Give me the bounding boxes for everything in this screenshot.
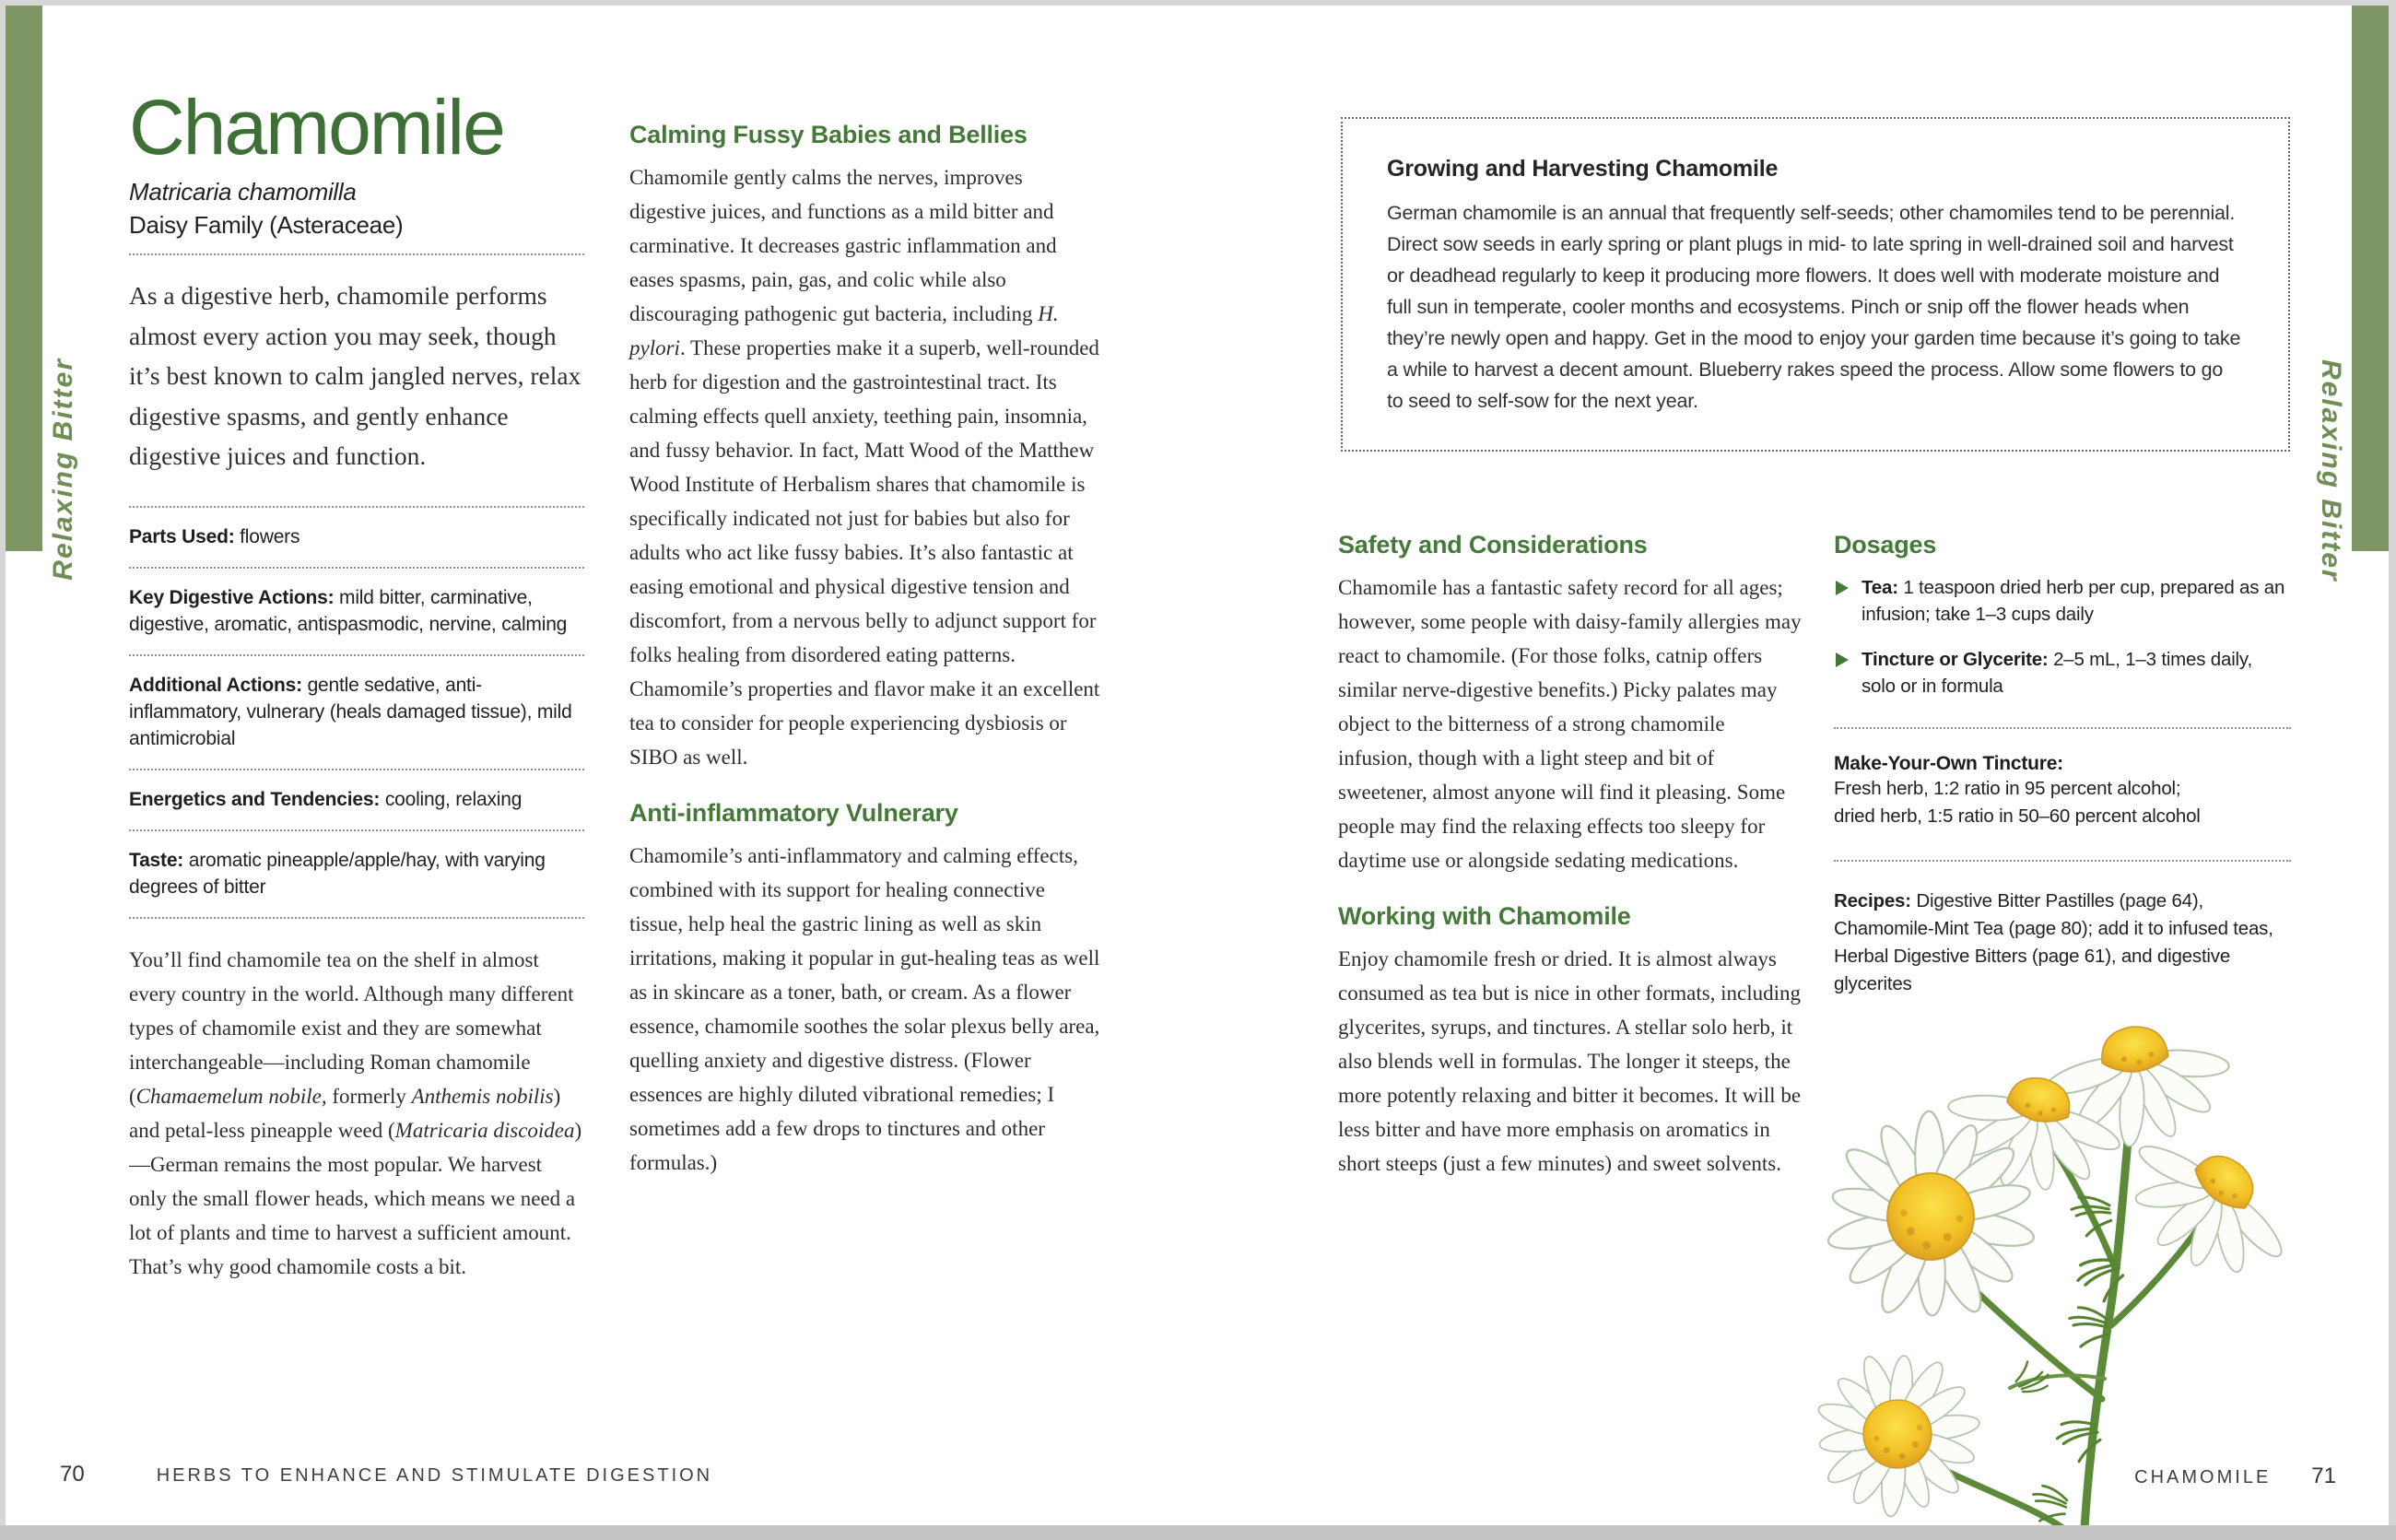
page-edge-left	[0, 0, 6, 1540]
attribute-parts-used	[129, 508, 584, 567]
left-page-footer	[60, 1462, 712, 1487]
right-page-footer	[2018, 1464, 2336, 1489]
attribute-value: cooling, relaxing	[384, 788, 523, 810]
chapter-tab-label-right: Relaxing Bitter	[2316, 359, 2346, 582]
attribute-additional-actions	[129, 656, 584, 769]
dosage-item-tincture	[1834, 646, 2291, 699]
left-footer-text: HERBS TO ENHANCE AND STIMULATE DIGESTION	[156, 1465, 713, 1486]
attribute-label: Taste:	[129, 849, 184, 871]
recipes-label: Recipes:	[1834, 890, 1911, 911]
dosage-label: Tincture or Glycerite:	[1862, 649, 2049, 670]
section-heading-calming: Calming Fussy Babies and Bellies	[629, 121, 1028, 148]
section-heading-dosages: Dosages	[1834, 531, 1937, 558]
attribute-value: aromatic pineapple/apple/hay, with varying degrees of bitter	[129, 849, 546, 898]
recipes-paragraph	[1834, 888, 2291, 998]
divider	[1834, 860, 2291, 862]
page-edge-bottom	[0, 1525, 2396, 1540]
dosage-item-tea	[1834, 574, 2291, 628]
lead-paragraph: As a digestive herb, chamomile performs almost every action you may seek, though it’s best known to calm jangled nerves, relax digestive spasms, and gently enhance digestive juices and function.	[129, 281, 581, 470]
section-heading-safety: Safety and Considerations	[1338, 531, 1648, 558]
attribute-value: mild bitter, carminative, digestive, aromatic, antispasmodic, nervine, calming	[129, 586, 568, 635]
right-page-text-column	[1338, 530, 1803, 1181]
dosages-column	[1834, 530, 2291, 998]
page-edge-top	[0, 0, 2396, 6]
attribute-value: gentle sedative, anti-inflammatory, vulnerary (heals damaged tissue), mild antimicrobial	[129, 674, 572, 749]
left-page-text-column	[629, 120, 1101, 1180]
recipes-text: Digestive Bitter Pastilles (page 64), Chamomile-Mint Tea (page 80); add it to infused teas, Herbal Digestive Bitters (page 61), and digestive glycerites	[1834, 890, 2273, 994]
dosage-text: 1 teaspoon dried herb per cup, prepared as an infusion; take 1–3 cups daily	[1862, 577, 2285, 625]
attribute-key-digestive-actions	[129, 569, 584, 654]
section-body-safety: Chamomile has a fantastic safety record for all ages; however, some people with daisy-family allergies may react to chamomile. (For those folks, catnip offers similar nerve-digestive benefits.) Picky palates may object to the bitterness of a strong chamomile infusion, though with a light steep and bit of sweetener, almost anyone will find it pleasing. Some people may find the relaxing effects too sleepy for daytime use or alongside sedating medications.	[1338, 576, 1802, 872]
bullet-triangle-icon	[1836, 581, 1849, 595]
page-edge-right	[2389, 0, 2396, 1540]
chapter-tab-left	[6, 6, 42, 551]
flower-bottom-front	[1807, 1340, 1991, 1525]
left-page-title-column	[129, 84, 584, 1284]
attribute-label: Additional Actions:	[129, 674, 302, 696]
page-title: Chamomile	[129, 84, 504, 170]
dosage-text: 2–5 mL, 1–3 times daily, solo or in formula	[1862, 649, 2252, 697]
attribute-label: Energetics and Tendencies:	[129, 788, 381, 810]
dosage-label: Tea:	[1862, 577, 1898, 598]
attribute-label: Key Digestive Actions:	[129, 586, 335, 608]
page-number-right: 71	[2311, 1464, 2336, 1488]
page-number-left: 70	[60, 1462, 85, 1487]
family-name: Daisy Family (Asteraceae)	[129, 211, 404, 239]
bullet-triangle-icon	[1836, 652, 1849, 667]
divider	[129, 917, 584, 919]
tincture-line: Fresh herb, 1:2 ratio in 95 percent alcohol;	[1834, 778, 2181, 799]
section-heading-vulnerary: Anti-inflammatory Vulnerary	[629, 799, 958, 827]
section-body-calming: Chamomile gently calms the nerves, improves digestive juices, and functions as a mild bitter and carminative. It decreases gastric inflammation and eases spasms, pain, gas, and colic while also discouraging pathogenic gut bacteria, including H. pylori. These properties make it a superb, well-rounded herb for digestion and the gastrointestinal tract. Its calming effects quell anxiety, teething pain, insomnia, and fussy behavior. In fact, Matt Wood of the Matthew Wood Institute of Herbalism shares that chamomile is specifically indicated not just for babies but also for adults who act like fussy babies. It’s also fantastic at easing emotional and physical digestive tension and discomfort, from a nervous belly to adjunct support for folks healing from disordered eating patterns. Chamomile’s properties and flavor make it an excellent tea to consider for people experiencing dysbiosis or SIBO as well.	[629, 166, 1100, 769]
latin-name: Matricaria chamomilla	[129, 178, 357, 206]
section-body-working: Enjoy chamomile fresh or dried. It is almost always consumed as tea but is nice in other formats, including glycerites, syrups, and tinctures. A stellar solo herb, it also blends well in formulas. The longer it steeps, the more potently relaxing and bitter it becomes. It will be less bitter and have more emphasis on aromatics in short steeps (just a few minutes) and sweet solvents.	[1338, 947, 1802, 1175]
divider	[129, 253, 584, 255]
chamomile-illustration	[1791, 992, 2313, 1525]
chapter-tab-label-left: Relaxing Bitter	[48, 358, 78, 581]
attribute-value: flowers	[240, 525, 300, 547]
attribute-taste	[129, 831, 584, 917]
section-body-vulnerary: Chamomile’s anti-inflammatory and calming effects, combined with its support for healing connective tissue, help heal the gastric lining as well as skin irritations, making it popular in gut-healing teas as well as in skincare as a toner, bath, or cream. As a flower essence, chamomile soothes the solar plexus belly area, quelling anxiety and digestive distress. (Flower essences are highly diluted vibrational remedies; I sometimes add a few drops to tinctures and other formulas.)	[629, 844, 1100, 1174]
make-your-own-tincture-heading: Make-Your-Own Tincture:	[1834, 753, 2063, 774]
divider	[1834, 727, 2291, 729]
growing-harvesting-box	[1341, 117, 2290, 452]
intro-paragraph: You’ll find chamomile tea on the shelf in almost every country in the world. Although many different types of chamomile exist and they are somewhat interchangeable—including Roman chamomile (Chamaemelum nobile, formerly Anthemis nobilis) and petal-less pineapple weed (Matricaria discoidea)—German remains the most popular. We harvest only the small flower heads, which means we need a lot of plants and time to harvest a sufficient amount. That’s why good chamomile costs a bit.	[129, 947, 582, 1278]
tincture-line: dried herb, 1:5 ratio in 50–60 percent alcohol	[1834, 805, 2201, 827]
chapter-tab-right	[2352, 6, 2389, 551]
attribute-energetics	[129, 770, 584, 829]
right-footer-text: CHAMOMILE	[2134, 1467, 2272, 1487]
section-heading-working: Working with Chamomile	[1338, 902, 1631, 930]
attribute-label: Parts Used:	[129, 525, 235, 547]
growing-box-body: German chamomile is an annual that frequently self-seeds; other chamomiles tend to be perennial. Direct sow seeds in early spring or plant plugs in mid- to late spring in well-drained soil and harvest or deadhead regularly to keep it producing more flowers. It does well with moderate moisture and full sun in temperate, cooler months and ecosystems. Pinch or snip off the flower heads when they’re newly open and happy. Get in the mood to enjoy your garden time because it’s going to take a while to harvest a decent amount. Blueberry rakes speed the process. Allow some flowers to go to seed to self-sow for the next year.	[1387, 202, 2241, 412]
growing-box-title: Growing and Harvesting Chamomile	[1387, 156, 1779, 182]
